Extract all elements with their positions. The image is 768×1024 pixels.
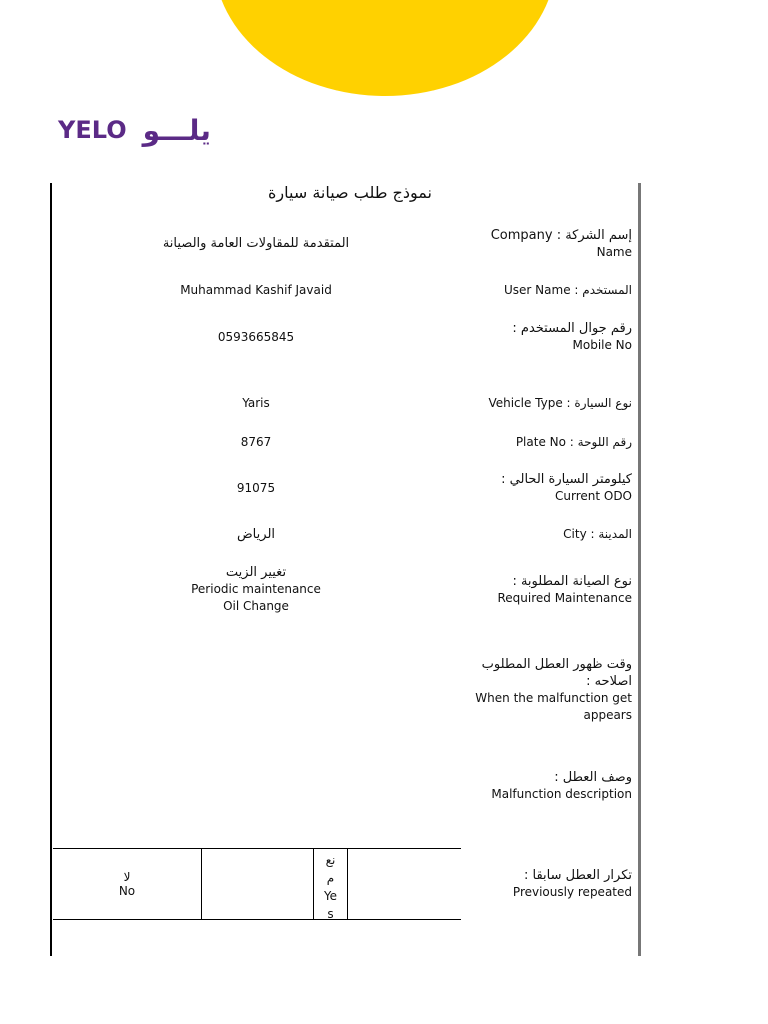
option-yes-cell: نع م Ye s <box>314 849 348 919</box>
form-left-border <box>50 183 52 956</box>
mobile-value: 0593665845 <box>217 330 295 344</box>
yelo-logo <box>58 114 211 146</box>
option-no-ar: لا <box>123 870 131 884</box>
plate-no-value: 8767 <box>240 435 272 449</box>
malfunction-time-label: وقت ظهور العطل المطلوب اصلاحه : When the malfunction get appears <box>475 657 632 722</box>
user-name-label: User Name : المستخدم <box>504 283 632 297</box>
plate-no-label: Plate No : رقم اللوحة <box>515 435 632 449</box>
malfunction-description-label: وصف العطل : Malfunction description <box>491 770 632 801</box>
user-name-value: Muhammad Kashif Javaid <box>180 283 332 297</box>
form-title: نموذج طلب صيانة سيارة <box>268 183 432 202</box>
form-right-border <box>638 183 641 956</box>
header-arc-decoration <box>214 0 556 96</box>
required-maintenance-label: نوع الصيانة المطلوبة : Required Maintenance <box>497 574 632 605</box>
option-no-en: No <box>118 884 136 898</box>
city-value: الرياض <box>236 527 276 542</box>
company-name-value: المتقدمة للمقاولات العامة والصيانة <box>162 236 350 251</box>
vehicle-type-value: Yaris <box>242 396 270 410</box>
mobile-label: رقم جوال المستخدم : Mobile No <box>512 321 632 352</box>
logo-arabic-text: يلـــو <box>142 113 211 147</box>
vehicle-type-label: Vehicle Type : نوع السيارة <box>488 396 632 410</box>
option-no-cell <box>53 849 202 919</box>
previously-repeated-label: تكرار العطل سابقا : Previously repeated <box>512 868 632 899</box>
company-name-label: إسم الشركة : Company Name <box>490 228 632 259</box>
option-no-checkbox[interactable] <box>202 849 314 919</box>
odo-label: كيلومتر السيارة الحالي : Current ODO <box>501 472 632 503</box>
odo-value: 91075 <box>236 481 276 495</box>
city-label: City : المدينة <box>563 527 632 541</box>
required-maintenance-value: تغيير الزيت Periodic maintenance Oil Change <box>191 565 321 613</box>
repeated-options-table <box>53 848 461 920</box>
option-yes-checkbox[interactable] <box>349 849 461 919</box>
logo-latin-text: YELO <box>58 116 127 144</box>
